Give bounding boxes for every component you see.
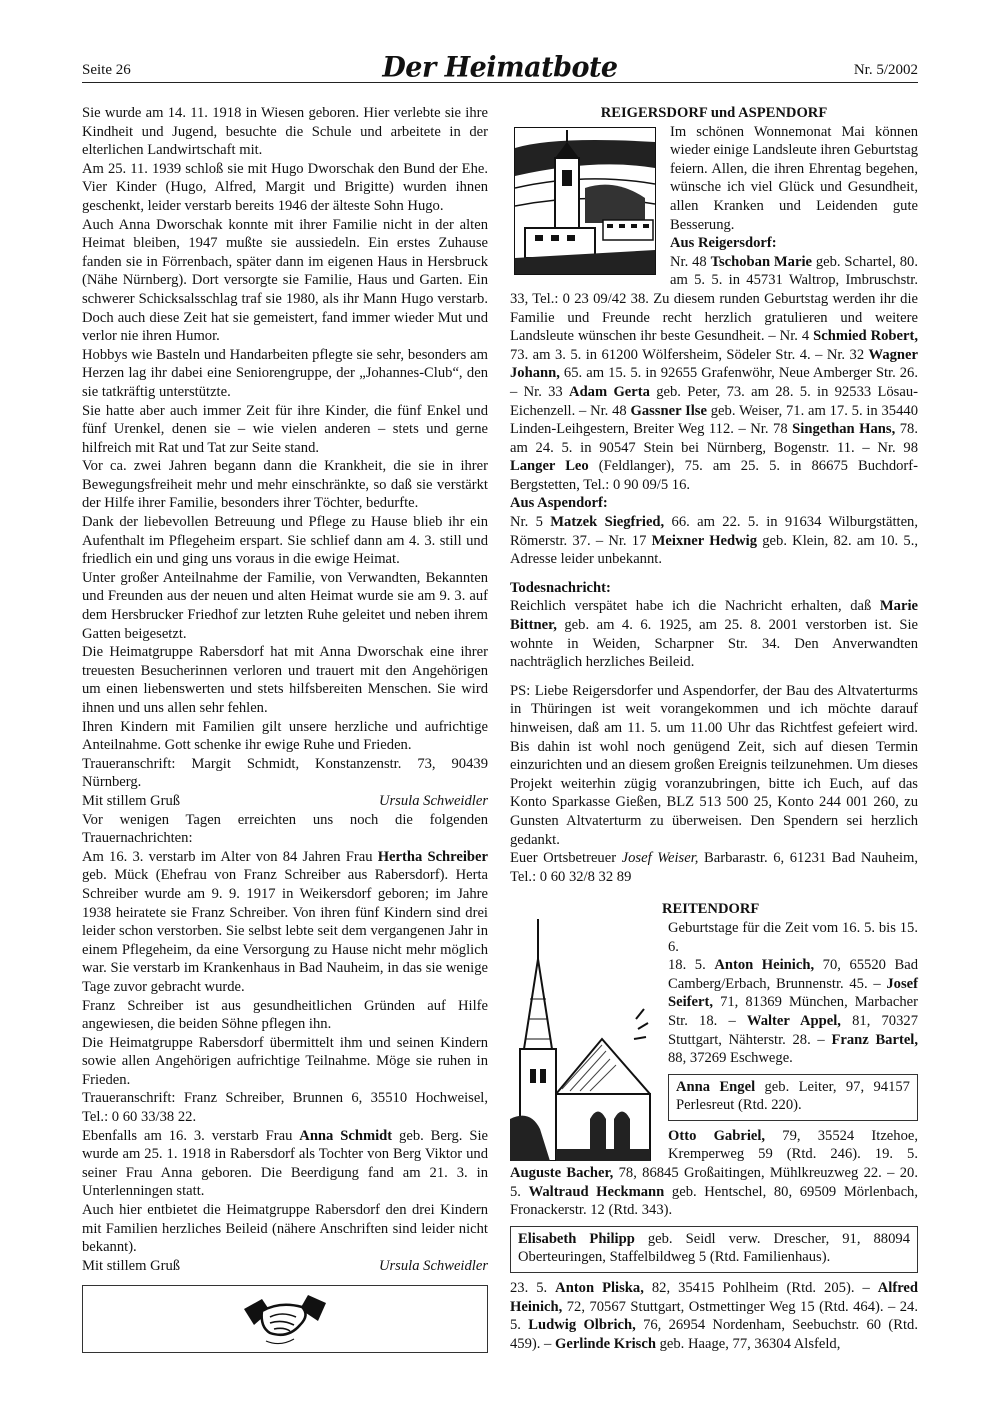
paragraph [82, 457, 488, 513]
text-run: Traueranschrift: Franz Schreiber, Brunnen 6, 35510 Hochweisel, Tel.: 0 60 33/38 22. [82, 1090, 488, 1126]
text-run: Vor ca. zwei Jahren begann dann die Krankheit, die sie in ihrer Bewegungsfreiheit mehr und mehr einschränkte, so daß sie verstärkt der Hilfe ihrer Familie, besonders ihrer Töchter, bedurfte. [82, 458, 488, 512]
person-name: Alfred Heinich, [510, 1280, 918, 1315]
text-run: 79, 35524 Itzehoe, Kremperweg 59 (Rtd. 246). 19. 5. [668, 1127, 918, 1163]
subheading [510, 494, 918, 513]
text-run: Barbarastr. 6, 61231 Bad Nauheim, Tel.: 0 60 32/8 32 89 [510, 850, 918, 885]
handshake-illustration [240, 1289, 330, 1349]
text-run: Vor wenigen Tagen erreichten uns noch die folgenden Trauernachrichten: [82, 811, 488, 847]
text-run: Nr. 5 [510, 514, 551, 531]
text-run: Auch hier entbietet die Heimatgruppe Rabersdorf den drei Kindern mit Familien herzliches Beileid (nähere Anschriften sind leider nicht bekannt). [82, 1202, 488, 1256]
text-run: 23. 5. [510, 1280, 556, 1297]
paragraph [510, 682, 918, 849]
paragraph [510, 597, 918, 671]
greeting: Mit stillem Gruß [82, 1257, 181, 1274]
text-run: geb. Weiser, 71. am 17. 5. in 35440 Linden-Leihgestern, Breiter Weg 112. – Nr. 78 [510, 402, 918, 438]
text-run: Reichlich verspätet habe ich die Nachricht erhalten, daß [510, 598, 880, 615]
person-name: Wagner Johann, [510, 346, 918, 382]
signature-line [82, 1257, 488, 1276]
text-run: Am 16. 3. verstarb im Alter von 84 Jahren Frau [82, 848, 378, 865]
text-run: Im schönen Wonnemonat Mai können wieder einige Landsleute ihren Geburtstag feiern. Allen, die ihren Ehrentag begehen, wünsche ich viel Glück und Gesundheit, allen Kranken und Leidenden gute Besserung. [670, 123, 919, 233]
paragraph [510, 253, 918, 495]
paragraph [82, 643, 488, 717]
text-run: 88, 37269 Eschwege. [668, 1050, 793, 1067]
person-name: Ludwig Olbrich, [528, 1317, 636, 1334]
text-run: 78, 86845 Großaitingen, Mühlkreuzweg 22. – 20. 5. [510, 1165, 919, 1200]
subheading [510, 579, 918, 598]
signature-line [82, 792, 488, 811]
person-name: Hertha Schreiber [377, 848, 488, 865]
text-run: geb. Klein, 82. am 10. 5., Adresse leider unbekannt. [510, 532, 918, 568]
text-run: 78. am 24. 5. in 90547 Stein bei Nürnberg, Bogenstr. 11. – Nr. 98 [510, 421, 918, 456]
text-run: Die Heimatgruppe Rabersdorf hat mit Anna Dworschak eine ihrer treuesten Besucherinnen verloren und trauert mit den Angehörigen um einen liebenswerten und stets hilfsbereiten Menschen. Sie wird ihnen und uns allen sehr fehlen. [82, 644, 488, 716]
text-run: Geburtstage für die Zeit vom 16. 5. bis 15. 6. [668, 919, 918, 955]
paragraph [82, 104, 488, 160]
text-run: (Feldlanger), 75. am 25. 5. in 86675 Buchdorf-Bergstetten, Tel.: 0 90 09/5 16. [510, 458, 918, 493]
boxed-entry [668, 1074, 918, 1121]
paragraph [82, 1089, 488, 1126]
newspaper-logo: Der Heimatbote [382, 51, 618, 84]
text-run: 76, 26954 Nordenham, Seebuchstr. 60 (Rtd. 459). – [510, 1317, 918, 1352]
reigersdorf-section [510, 104, 918, 886]
paragraph [82, 569, 488, 643]
person-name: Otto Gabriel, [668, 1127, 766, 1144]
paragraph [82, 848, 488, 997]
text-run: 18. 5. [668, 957, 715, 974]
paragraph [82, 811, 488, 848]
text-run: 65. am 15. 5. in 92655 Grafenwöhr, Neue Amberger Str. 26. – Nr. 33 [510, 365, 918, 400]
author-name: Ursula Schweidler [378, 792, 488, 809]
person-name: Singethan Hans, [792, 421, 896, 438]
paragraph [82, 513, 488, 569]
text-run: Unter großer Anteilnahme der Familie, von Verwandten, Bekannten und Freunden aus der neuen und alten Heimat wurde sie am 9. 3. auf dem Hersbrucker Friedhof zur letzten Ruhe geleitet und neben ihrem Gatten beigesetzt. [82, 569, 488, 642]
paragraph [510, 849, 918, 886]
text-run: Ihren Kindern mit Familien gilt unsere herzliche und aufrichtige Anteilnahme. Gott schenke ihr ewige Ruhe und Frieden. [82, 718, 488, 754]
paragraph [82, 346, 488, 402]
person-name: Waltraud Heckmann [528, 1183, 665, 1200]
paragraph [82, 1127, 488, 1201]
paragraph [510, 513, 918, 569]
text-run: geb. Schartel, 80. am 5. 5. in 45731 Waltrop, Imbruschstr. 33, Tel.: 0 23 09/42 38. Zu diesem runden Geburtstag werden ihr die Familie und Freunde recht herzlich gratulieren und weitere Landsleute wünschen ihr beste Gesundheit. – Nr. 4 [510, 253, 918, 345]
person-name: Josef Seifert, [668, 975, 918, 1011]
text-run: Dank der liebevollen Betreuung und Pflege zu Hause blieb ihr ein Aufenthalt im Pflegeheim erspart. Sie schlief dann am 4. 3. still und friedlich ein und ging uns voraus in die ewige Heimat. [82, 514, 488, 568]
text-run: geb. Seidl verw. Drescher, 91, 88094 Oberteuringen, Staffelbildweg 5 (Rtd. Familienhaus). [518, 1230, 910, 1266]
paragraph [82, 402, 488, 458]
text-run: Am 25. 11. 1939 schloß sie mit Hugo Dworschak den Bund der Ehe. Vier Kinder (Hugo, Alfred, Margit und Brigitte) wurden ihnen geschenkt, leider verstarb bereits 1946 der älteste Sohn Hugo. [82, 160, 488, 214]
right-column [510, 104, 918, 1353]
person-name: Franz Bartel, [831, 1031, 918, 1048]
handshake-box [82, 1285, 488, 1353]
reitendorf-church-illustration [510, 919, 656, 1161]
text-run: geb. Berg. Sie wurde am 25. 1. 1918 in Rabersdorf als Tochter von Berg Viktor und seiner Frau Anna geboren. Die Beerdigung fand am 21. 3. in Unterlenningen statt. [82, 1127, 488, 1200]
paragraph [82, 160, 488, 216]
person-name: Walter Appel, [746, 1012, 841, 1029]
text-run: geb. Haage, 77, 36304 Alsfeld, [655, 1335, 841, 1352]
text-run: Franz Schreiber ist aus gesundheitlichen Gründen auf Hilfe angewiesen, die beiden Söhne pflegen ihn. [82, 997, 488, 1033]
paragraph [82, 1201, 488, 1257]
person-name: Gassner Ilse [630, 402, 707, 419]
reitendorf-section [510, 900, 918, 1353]
text-run: Ebenfalls am 16. 3. verstarb Frau [82, 1127, 300, 1144]
person-name: Auguste Bacher, [510, 1165, 614, 1182]
text-run: Aus Reigersdorf: [670, 235, 777, 252]
text-run: geb. am 4. 6. 1925, am 25. 8. 2001 verstorben ist. Sie wohnte in Weiden, Scharpner Str. 34. Den Anverwandten nachträglich herzliches Beileid. [510, 617, 918, 671]
text-run: Nr. 48 [670, 253, 711, 270]
person-name: Schmied Robert, [813, 328, 918, 345]
person-name: Tschoban Marie [710, 253, 812, 270]
section-title: REIGERSDORF und ASPENDORF [600, 105, 828, 121]
page-header [82, 51, 918, 84]
text-run: geb. Hentschel, 80, 69509 Mörlenbach, Fronackerstr. 12 (Rtd. 343). [510, 1183, 918, 1219]
text-run: Todesnachricht: [510, 579, 611, 596]
paragraph [82, 216, 488, 346]
village-church-illustration [514, 127, 656, 275]
paragraph [82, 1034, 488, 1090]
text-run: geb. Peter, 73. am 28. 5. in 92533 Lösau-Eichenzell. – Nr. 48 [510, 383, 918, 419]
text-run: Sie hatte aber auch immer Zeit für ihre Kinder, die fünf Enkel und fünf Urenkel, denen sie – wie vielen anderen – stets und gerne hilfreich mit Rat und Tat zur Seite stand. [82, 402, 488, 456]
page-number: Seite 26 [82, 62, 131, 78]
issue-number: Nr. 5/2002 [853, 62, 918, 78]
paragraph [82, 755, 488, 792]
left-column [82, 104, 488, 1353]
text-run: Auch Anna Dworschak konnte mit ihrer Familie nicht in der alten Heimat bleiben, 1947 mußte sie aussiedeln. Ein erstes Zuhause fanden sie in Förrenbach, später dann im eigenen Haus in Hersbruck (Nähe Nürnberg). Dort versorgte sie Familie, Haus und Garten. Ein schwerer Schicksalsschlag traf sie 1980, als ihr Mann Hugo verstarb. Doch auch diese Zeit hat sie gemeistert, fand immer wieder Mut und verlor nie ihren Humor. [82, 216, 488, 345]
signature-name: Josef Weiser, [621, 850, 699, 867]
text-run: 81, 70327 Stuttgart, Nähterstr. 28. – [668, 1012, 918, 1048]
text-run: Euer Ortsbetreuer [510, 850, 622, 867]
person-name: Gerlinde Krisch [555, 1335, 656, 1352]
text-run: 72, 70567 Stuttgart, Ostmettinger Weg 15 (Rtd. 464). – 24. 5. [510, 1298, 918, 1334]
text-run: Traueranschrift: Margit Schmidt, Konstanzenstr. 73, 90439 Nürnberg. [82, 755, 488, 791]
paragraph [510, 1279, 918, 1353]
paragraph [82, 997, 488, 1034]
person-name: Anton Pliska, [555, 1280, 644, 1297]
text-run: 70, 65520 Bad Camberg/Erbach, Brunnenstr. 45. – [668, 957, 919, 992]
person-name: Anna Schmidt [299, 1127, 393, 1144]
text-run: Sie wurde am 14. 11. 1918 in Wiesen geboren. Hier verlebte sie ihre Kindheit und Jugend, besuchte die Schule und arbeitete in der elterlichen Landwirtschaft mit. [82, 105, 488, 159]
section-title: REITENDORF [662, 901, 760, 918]
person-name: Adam Gerta [569, 383, 650, 400]
person-name: Langer Leo [510, 458, 589, 475]
paragraph [82, 718, 488, 755]
text-run: Aus Aspendorf: [510, 495, 608, 512]
text-run: PS: Liebe Reigersdorfer und Aspendorfer, der Bau des Altvaterturms in Thüringen ist weit vorangekommen und ich möchte darauf hinweisen, daß am 11. 5. um 11.00 Uhr das Richtfest gefeiert wird. Bis dahin ist wohl noch genügend Zeit, sich auf diesen Termin einzurichten und an diesem großen Ereignis teilzunehmen. Um dieses Projekt weiterhin zügig voranzubringen, bitte ich Euch, auf das Konto Sparkasse Gießen, BLZ 513 500 25, Konto 244 001 260, zu Gunsten Altvaterturm zu überweisen. Den Spendern sei herzlich gedankt. [510, 682, 918, 848]
greeting: Mit stillem Gruß [82, 792, 181, 809]
text-run: 82, 35415 Pohlheim (Rtd. 205). – [643, 1280, 878, 1297]
text-run: 66. am 22. 5. in 91634 Wilburgstätten, Römerstr. 37. – Nr. 17 [510, 514, 918, 549]
text-run: geb. Leiter, 97, 94157 Perlesreut (Rtd. 220). [676, 1078, 910, 1114]
person-name: Marie Bittner, [510, 598, 918, 634]
text-run: 71, 81369 München, Marbacher Str. 18. – [668, 994, 918, 1029]
person-name: Anna Engel [676, 1078, 756, 1095]
boxed-entry [510, 1226, 918, 1273]
person-name: Matzek Siegfried, [550, 514, 665, 531]
text-run: 73. am 3. 5. in 61200 Wölfersheim, Södeler Str. 4. – Nr. 32 [510, 346, 869, 363]
text-run: geb. Mück (Ehefrau von Franz Schreiber aus Rabersdorf). Herta Schreiber wurde am 9. 9. 1917 in Weikersdorf geboren; im Jahre 1938 heiratete sie Franz Schreiber. Von ihren fünf Kindern sind drei leider schon verstorben. Sie selbst lebte seit dem vergangenen Jahr in einem Pflegeheim, da eine Versorgung zu Hause nicht mehr möglich war. Sie verstarb im Krankenhaus in Bad Nauheim, in das sie wenige Tage zuvor gebracht wurde. [82, 867, 488, 995]
text-run: Hobbys wie Basteln und Handarbeiten pflegte sie sehr, besonders am Herzen lag ihr dabei eine Seniorengruppe, der „Johannes-Club“, den sie tatkräftig unterstützte. [82, 346, 488, 400]
person-name: Meixner Hedwig [651, 532, 758, 549]
person-name: Anton Heinich, [714, 957, 815, 974]
author-name: Ursula Schweidler [378, 1257, 488, 1274]
person-name: Elisabeth Philipp [518, 1230, 635, 1247]
text-run: Die Heimatgruppe Rabersdorf übermittelt ihm und seinen Kindern sowie allen Angehörigen aufrichtige Teilnahme. Möge sie ruhen in Frieden. [82, 1034, 488, 1088]
obituary-article [82, 104, 488, 1275]
